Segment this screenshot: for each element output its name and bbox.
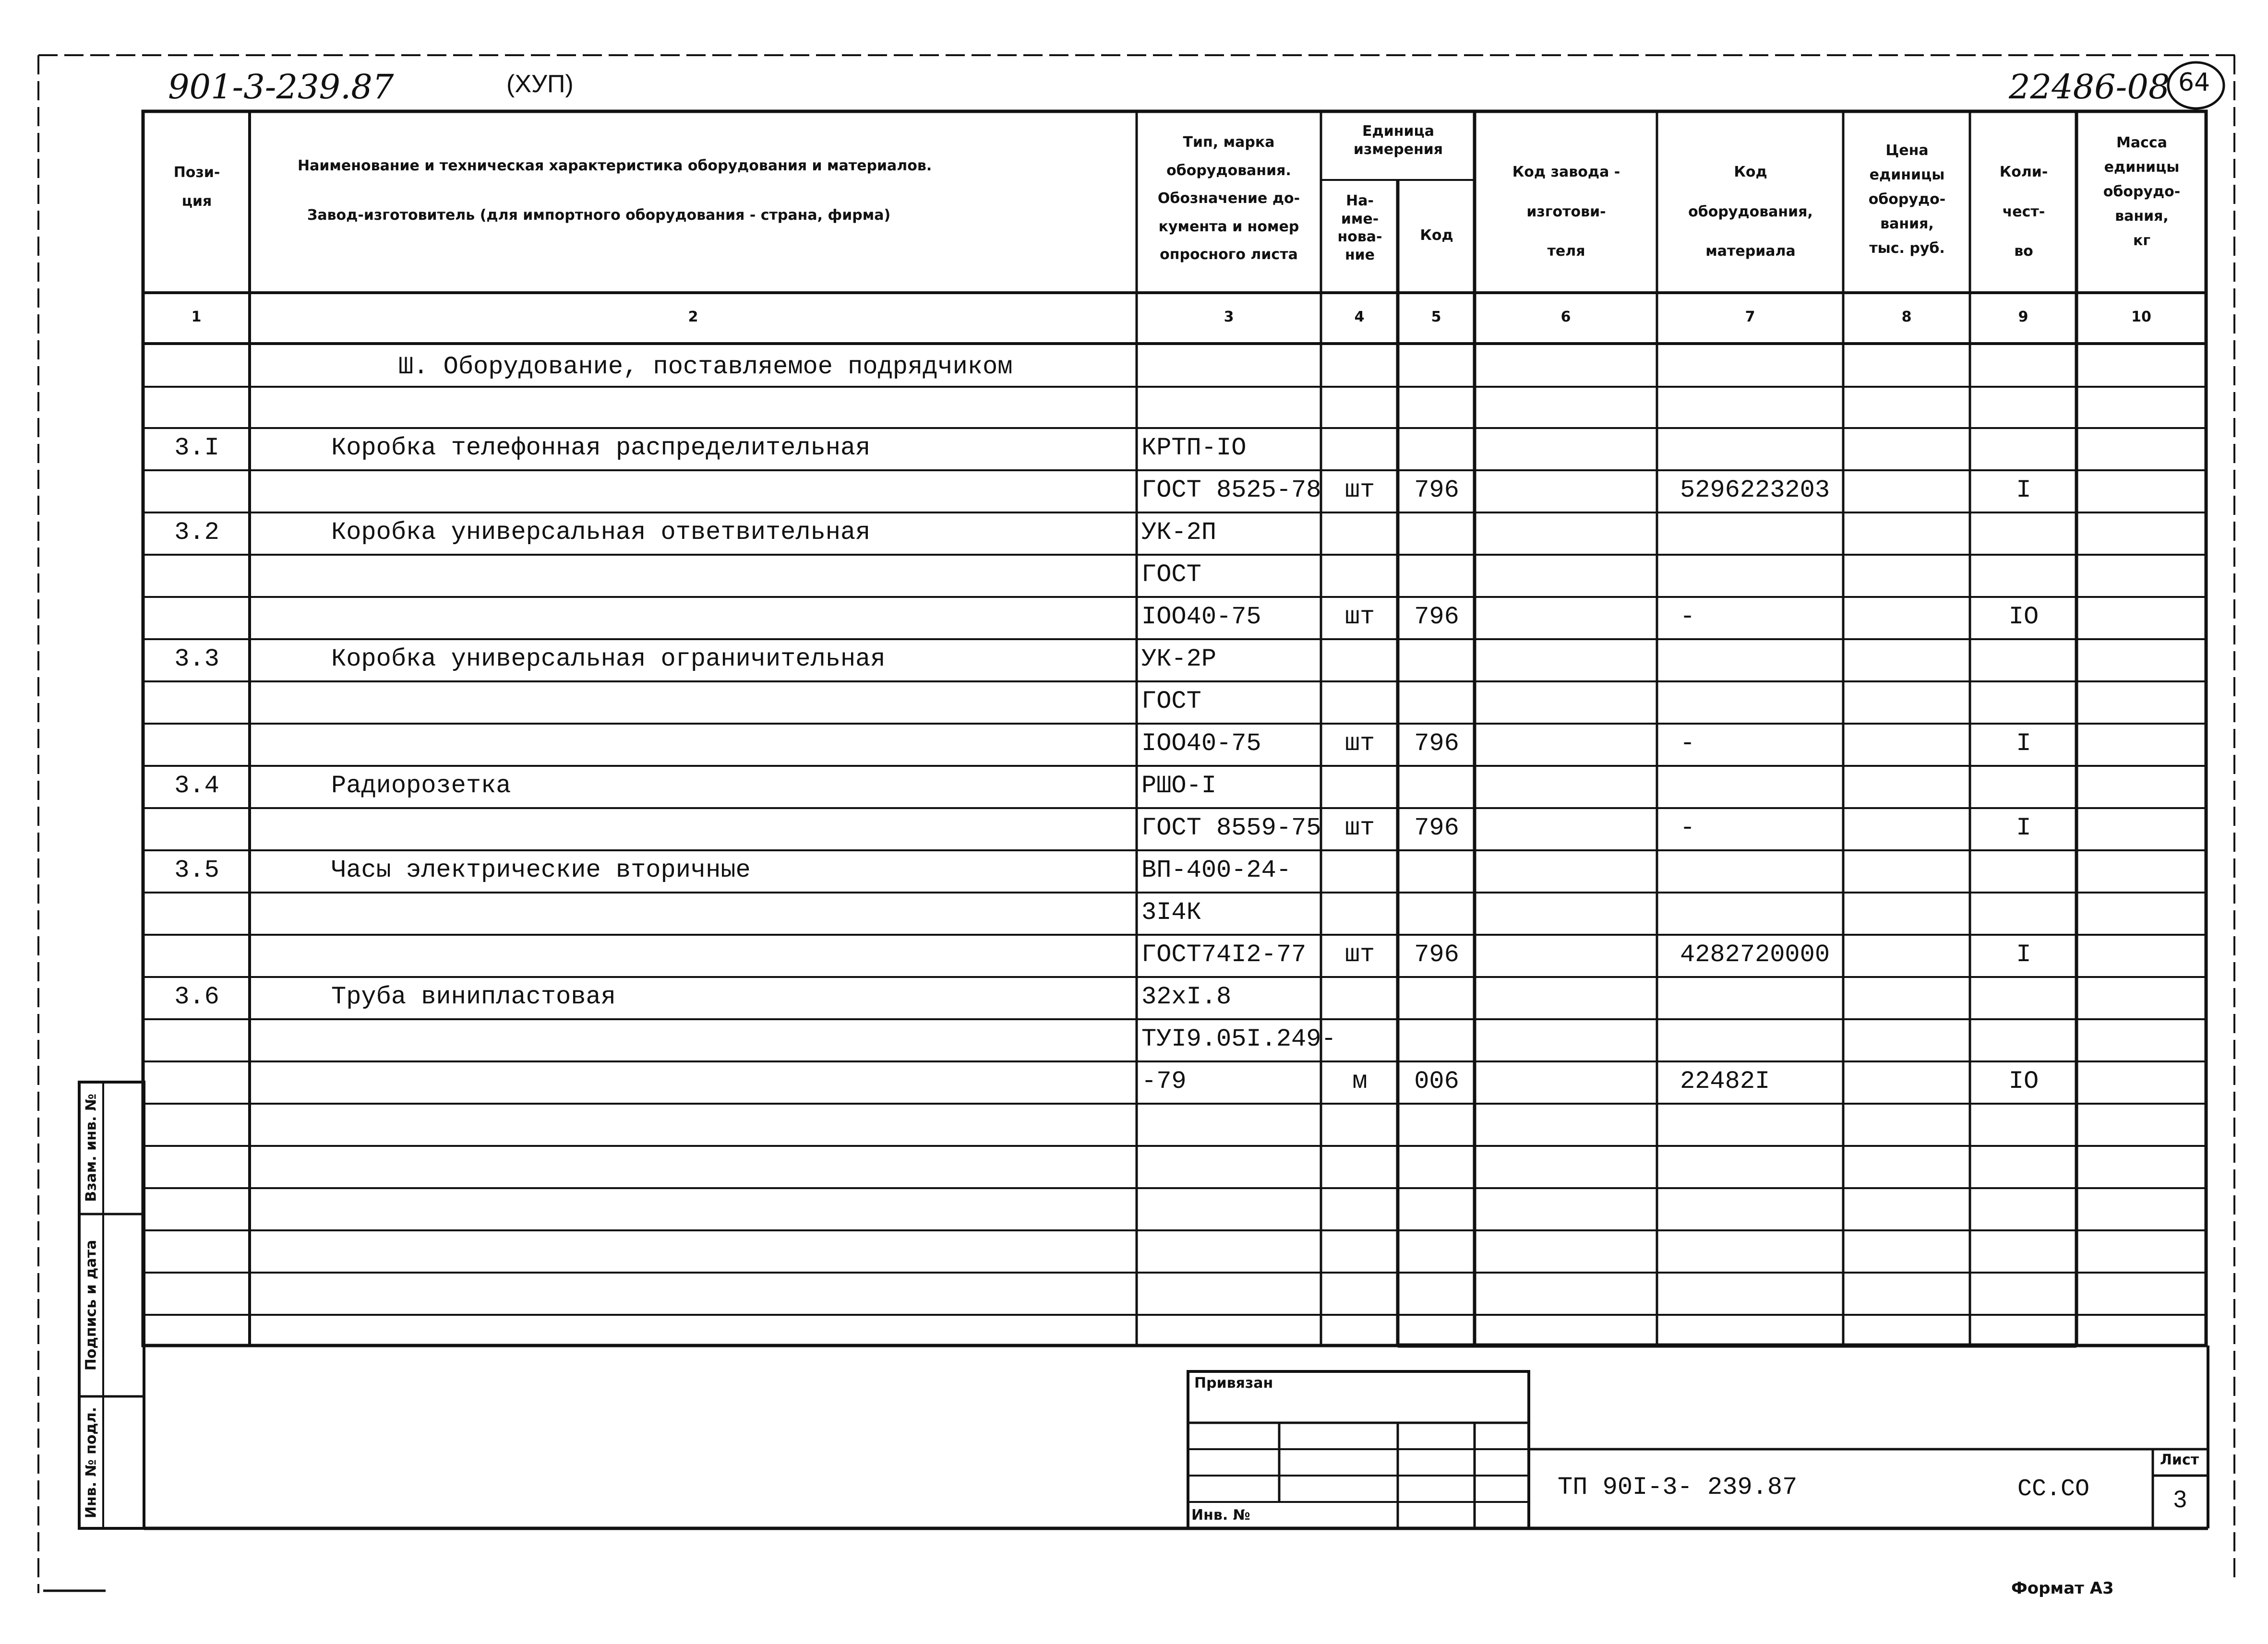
column-number: 7 (1745, 309, 1755, 325)
page-number: 64 (2178, 68, 2210, 97)
column-number: 1 (191, 309, 202, 325)
row-equipment-code: - (1680, 603, 1695, 631)
archive-number: 22486-08 (2009, 67, 2170, 107)
row-unit-name: шт (1344, 729, 1375, 758)
row-type: ГОСТ (1141, 560, 1201, 589)
row-unit-code: 796 (1414, 729, 1459, 758)
row-type: ГОСТ 8525-78 (1141, 476, 1321, 504)
row-name: Труба винипластовая (331, 983, 616, 1011)
header-name: Наименование и техническая характеристика оборудования и материалов. (298, 157, 932, 174)
sheet-code: СС.СО (2017, 1476, 2090, 1503)
row-type: ВП-400-24- (1141, 856, 1292, 884)
column-number: 10 (2131, 309, 2151, 325)
row-unit-name: шт (1344, 941, 1375, 969)
row-unit-name: шт (1344, 603, 1375, 631)
row-equipment-code: 4282720000 (1680, 941, 1830, 969)
header-manufacturer: Завод-изготовитель (для импортного оборудования - страна, фирма) (307, 207, 891, 224)
row-equipment-code: 5296223203 (1680, 476, 1830, 504)
row-type: КРТП-IО (1141, 434, 1247, 462)
column-number: 9 (2018, 309, 2028, 325)
row-type: ГОСТ 8559-75 (1141, 814, 1321, 842)
side-label-replacement: Взам. инв. № (83, 1094, 100, 1202)
row-type: 32хI.8 (1141, 983, 1232, 1011)
column-number: 2 (688, 309, 698, 325)
row-equipment-code: 22482I (1680, 1067, 1770, 1096)
side-label-signature: Подпись и дата (83, 1239, 100, 1371)
row-position: 3.2 (174, 518, 219, 547)
sheet-number: 3 (2173, 1486, 2187, 1513)
section-title: Ш. Оборудование, поставляемое подрядчиком (398, 353, 1013, 381)
row-type: ГОСТ (1141, 687, 1201, 715)
row-quantity: I (2016, 814, 2031, 842)
row-unit-name: шт (1344, 476, 1375, 504)
row-quantity: IO (2008, 1067, 2039, 1096)
header-mass: Масса единицы оборудо- вания, кг (2103, 134, 2181, 249)
row-type: -79 (1141, 1067, 1187, 1096)
row-position: 3.4 (174, 772, 219, 800)
row-position: 3.I (174, 434, 219, 462)
header-type: Тип, марка оборудования. Обозначение до- кумента и номер опросного листа (1157, 134, 1300, 263)
row-type: УК-2П (1141, 518, 1217, 547)
row-equipment-code: - (1680, 729, 1695, 758)
row-name: Коробка универсальная ответвительная (331, 518, 871, 547)
column-number: 8 (1901, 309, 1912, 325)
row-type: IOO40-75 (1141, 603, 1261, 631)
format-label: Формат А3 (2011, 1579, 2114, 1598)
header-plant-code: Код завода - изготови- теля (1512, 164, 1620, 260)
row-type: РШО-I (1141, 772, 1217, 800)
row-quantity: I (2016, 729, 2031, 758)
document-title: ТП 90I-3- 239.87 (1558, 1473, 1798, 1501)
header-unit-group: Единица измерения (1353, 123, 1443, 158)
row-unit-name: шт (1344, 814, 1375, 842)
row-equipment-code: - (1680, 814, 1695, 842)
header-unit-name: На- име- нова- ние (1337, 192, 1382, 263)
header-equipment-code: Код оборудования, материала (1688, 164, 1813, 260)
row-unit-code: 796 (1414, 941, 1459, 969)
column-number: 3 (1224, 309, 1234, 325)
stamp-bound-label: Привязан (1194, 1375, 1273, 1392)
row-type: ГОСТ74I2-77 (1141, 941, 1307, 969)
volume-label: (ХУП) (506, 70, 574, 98)
row-name: Коробка телефонная распределительная (331, 434, 871, 462)
row-position: 3.3 (174, 645, 219, 673)
row-name: Коробка универсальная ограничительная (331, 645, 886, 673)
sheet-label: Лист (2160, 1452, 2199, 1468)
row-unit-name: м (1352, 1067, 1368, 1096)
column-number: 6 (1560, 309, 1571, 325)
row-quantity: IO (2008, 603, 2039, 631)
row-position: 3.5 (174, 856, 219, 884)
row-name: Часы электрические вторичные (331, 856, 751, 884)
document-code: 901-3-239.87 (168, 67, 394, 107)
row-quantity: I (2016, 476, 2031, 504)
row-position: 3.6 (174, 983, 219, 1011)
row-unit-code: 006 (1414, 1067, 1459, 1096)
header-unit-code: Код (1420, 227, 1453, 244)
row-unit-code: 796 (1414, 476, 1459, 504)
header-quantity: Коли- чест- во (1999, 164, 2048, 260)
column-number: 5 (1431, 309, 1441, 325)
header-position: Пози- ция (173, 164, 220, 210)
row-type: УК-2Р (1141, 645, 1217, 673)
header-price: Цена единицы оборудо- вания, тыс. руб. (1868, 142, 1946, 257)
row-quantity: I (2016, 941, 2031, 969)
row-unit-code: 796 (1414, 603, 1459, 631)
stamp-inventory-label: Инв. № (1191, 1507, 1250, 1524)
row-name: Радиорозетка (331, 772, 511, 800)
side-label-inventory: Инв. № подл. (83, 1406, 100, 1519)
row-unit-code: 796 (1414, 814, 1459, 842)
column-number: 4 (1354, 309, 1365, 325)
row-type: IOO40-75 (1141, 729, 1261, 758)
row-type: ТУI9.05I.249- (1141, 1025, 1336, 1053)
row-type: 3I4К (1141, 898, 1201, 927)
